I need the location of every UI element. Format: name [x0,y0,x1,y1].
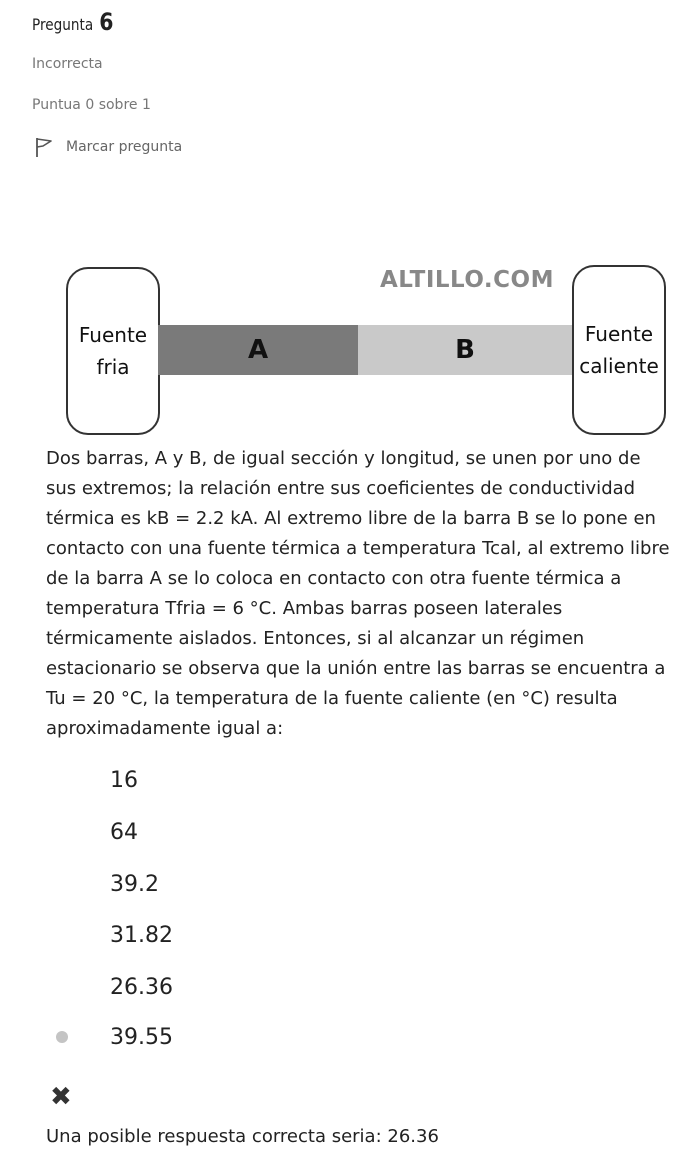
cold-source-box [66,267,160,435]
question-title: Pregunta 6 [32,8,114,36]
radio-button[interactable] [56,878,68,890]
hot-source-line2: caliente [579,354,659,378]
cold-source-line1: Fuente [78,323,148,347]
bars-diagram [0,255,700,445]
radio-button[interactable] [56,929,68,941]
radio-button[interactable] [56,774,68,786]
correct-answer-feedback: Una posible respuesta correcta seria: 26.36 [46,1126,439,1147]
answer-label: 64 [110,819,138,845]
answer-option[interactable] [48,967,448,1007]
question-text: Dos barras, A y B, de igual sección y longitud, se unen por uno de sus extremos; la relación entre sus coeficientes de conductividad térmica es kB = 2.2 kA. Al extremo libre de la barra B se lo pone en contacto con una fuente térmica a temperatura Tcal, al extremo libre de la barra A se lo coloca en contacto con otra fuente térmica a temperatura Tfria = 6 °C. Ambas barras poseen laterales térmicamente aislados. Entonces, si al alcanzar un régimen estacionario se observa que la unión entre las barras se encuentra a Tu = 20 °C, la temperatura de la fuente caliente (en °C) resulta aproximadamente igual a: [46,448,670,739]
answer-label: 26.36 [110,974,173,1000]
radio-button-selected[interactable] [56,1031,68,1043]
question-header [32,8,128,36]
bar-a [158,325,358,375]
answer-option[interactable] [48,812,448,852]
bar-a-label: A [247,335,269,365]
hot-source-box [572,265,666,435]
question-number: 6 [99,8,114,36]
cross-icon: ✖ [50,1082,72,1112]
answer-label: 39.2 [110,871,159,897]
question-grade: Puntua 0 sobre 1 [32,97,151,113]
bar-b [358,325,572,375]
watermark: ALTILLO.COM [380,267,554,293]
answer-option[interactable] [48,915,448,955]
radio-button[interactable] [56,981,68,993]
flag-icon [34,136,54,158]
answer-label: 31.82 [110,922,173,948]
bar-b-label: B [455,335,475,365]
answer-option-selected[interactable] [48,1017,448,1057]
cold-source-line2: fria [96,355,130,379]
question-state: Incorrecta [32,56,103,72]
flag-question-label: Marcar pregunta [66,139,183,155]
answer-label: 39.55 [110,1024,173,1050]
answer-option[interactable] [48,864,448,904]
flag-question-link[interactable] [34,136,182,158]
hot-source-line1: Fuente [584,322,654,346]
answer-label: 16 [110,767,138,793]
radio-button[interactable] [56,826,68,838]
answer-option[interactable] [48,760,448,800]
